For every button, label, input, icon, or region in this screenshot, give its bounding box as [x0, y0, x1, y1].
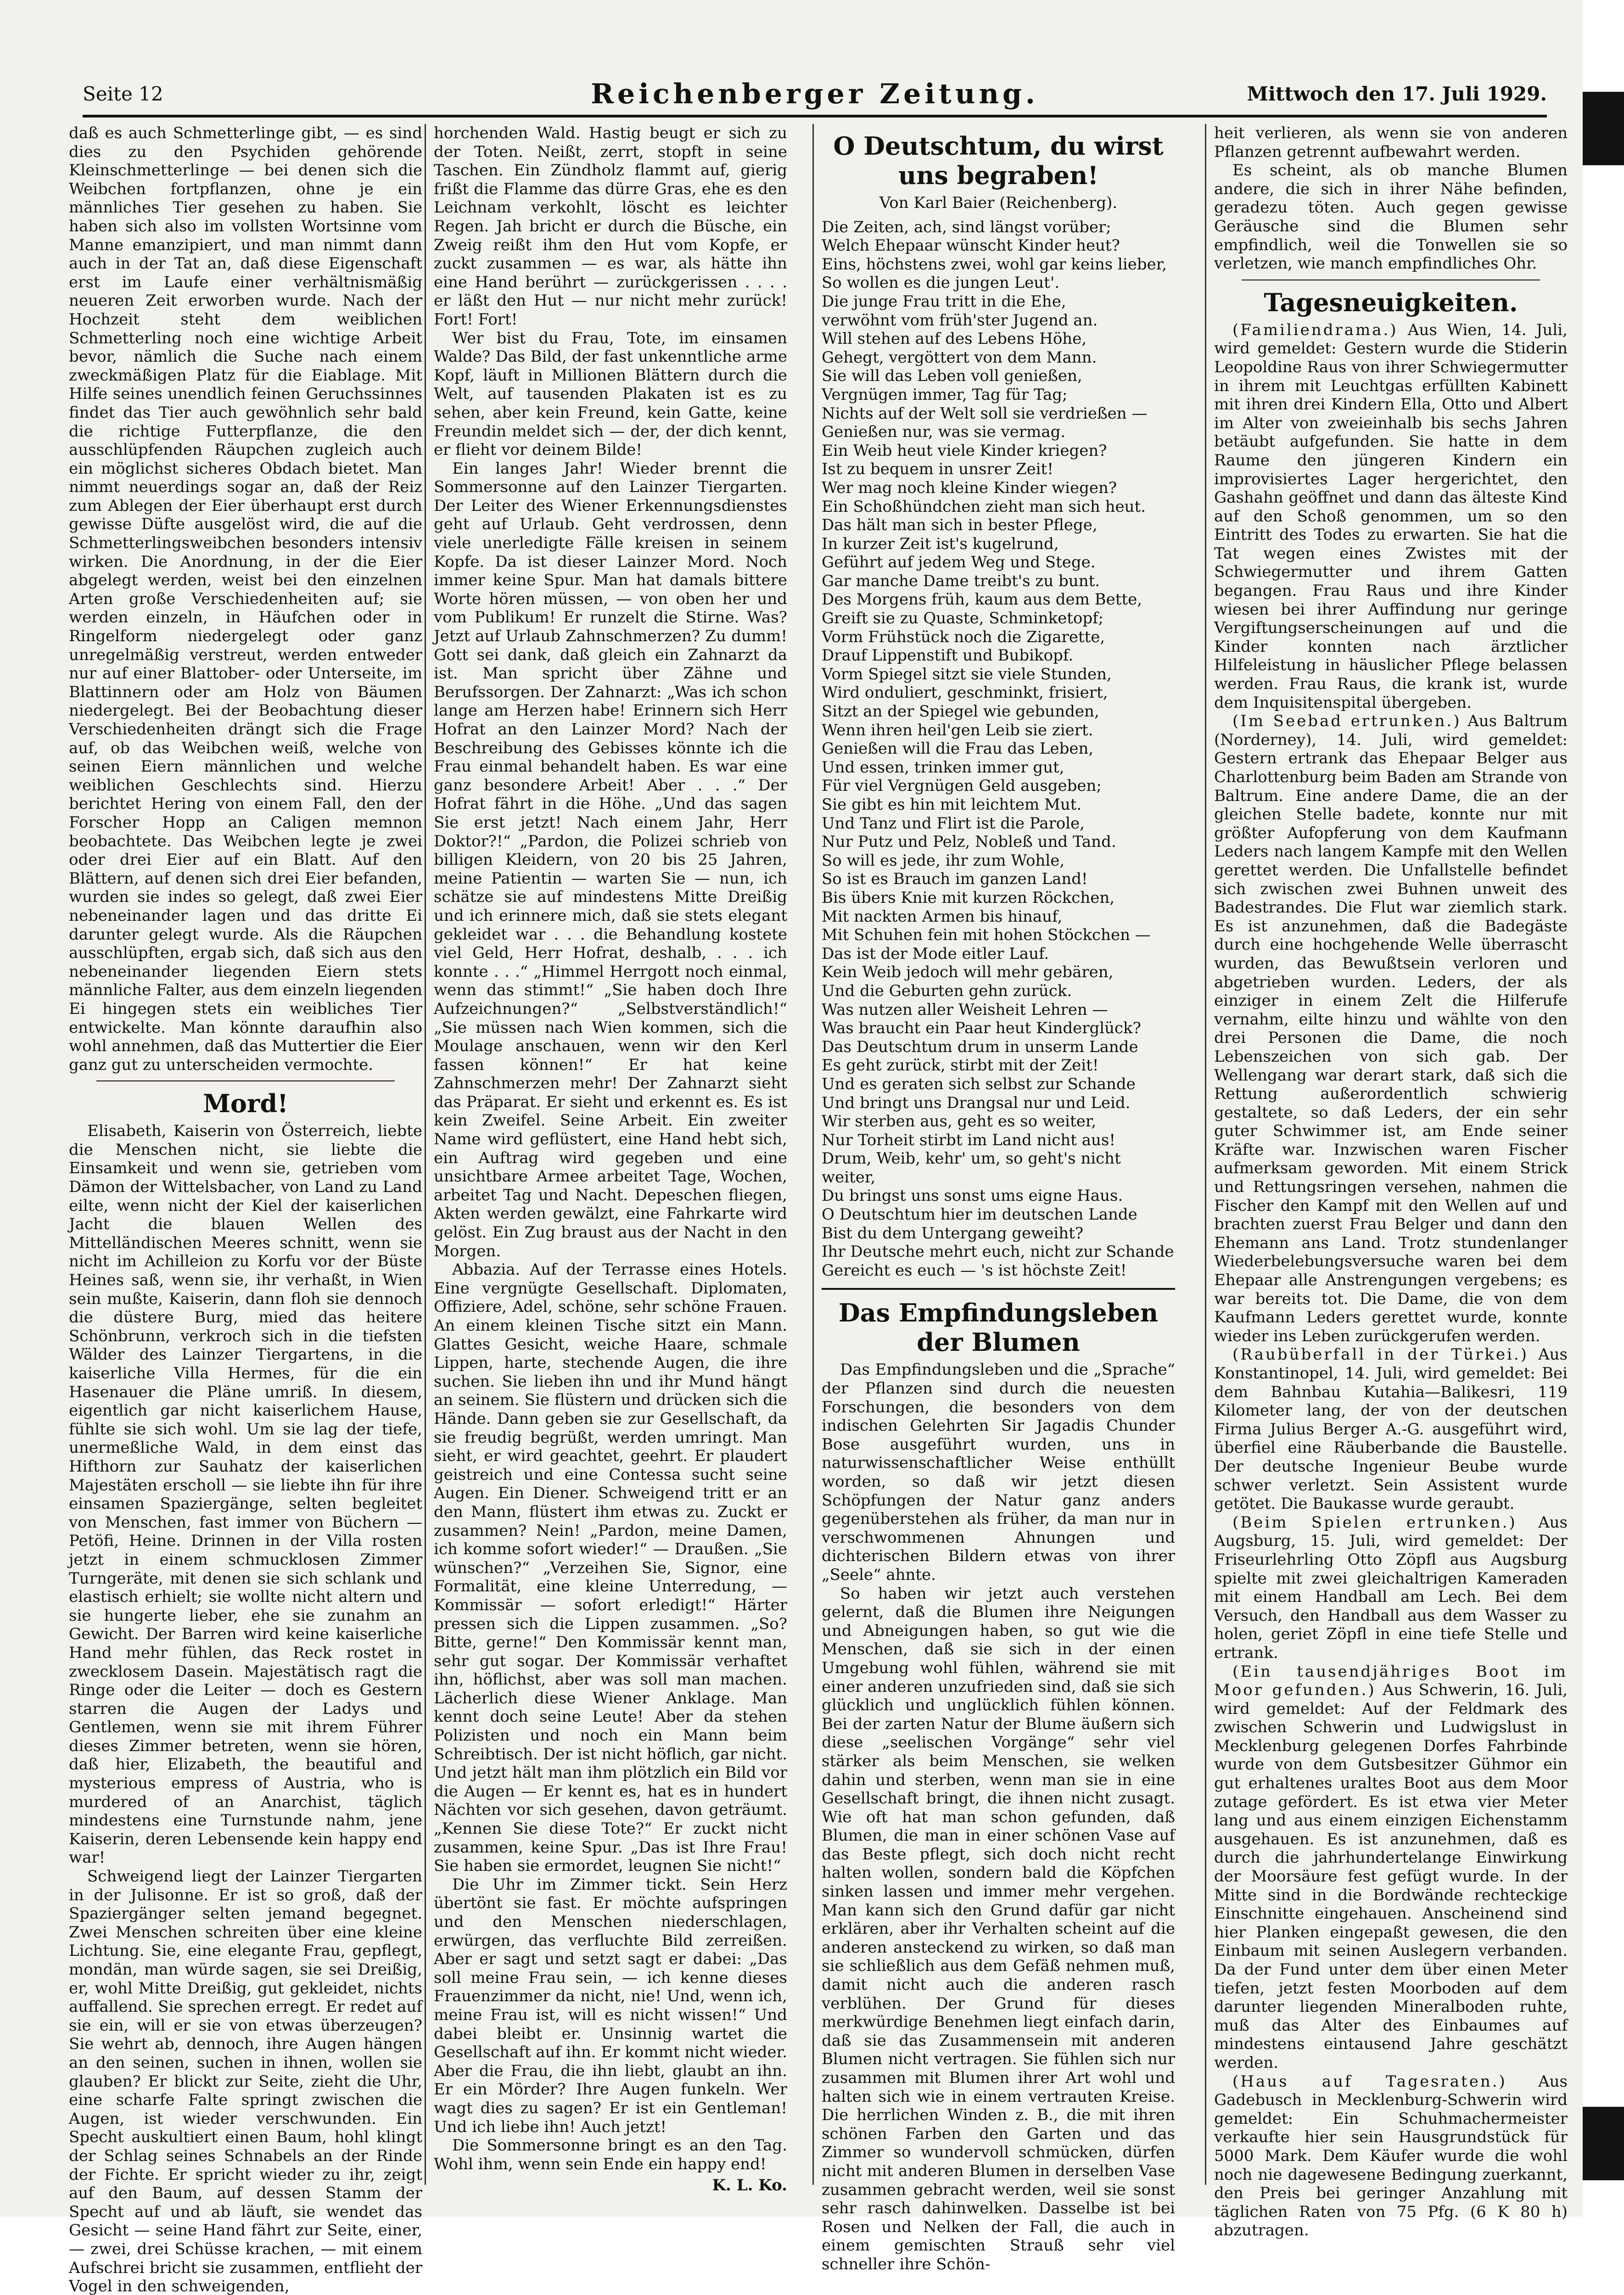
poem-line: Bist du dem Untergang geweiht?	[822, 1224, 1084, 1243]
mord-paragraph: Die Sommersonne bringt es an den Tag. Wohl ihm, wenn sein Ende ein happy end!	[434, 2136, 787, 2173]
news-item-lead: (Beim Spielen ertrunken.)	[1232, 1513, 1517, 1532]
mord-paragraph: Ein langes Jahr! Wieder brennt die Sommersonne auf den Lainzer Tiergarten. Der Leiter des Wiener Erkennungsdienstes geht auf Urlaub. Geht verdrossen, denn viele unerledigte Fälle kreisen in seinem Kopfe. Da ist dieser Lainzer Mord. Noch immer keine Spur. Man hat damals bittere Worte hören müssen, — von oben her und vom Publikum! Er runzelt die Stirne. Was? Jetzt auf Urlaub Zahnschmerzen? Zu dumm! Gott sei dank, daß gleich ein Zahnarzt da ist. Man spricht über Zähne und Berufssorgen. Der Zahnarzt: „Was ich schon lange am Herzen habe! Erinnern sich Herr Hofrat an den Lainzer Mord? Nach der Beschreibung des Gebisses könnte ich die Frau einmal behandelt haben. Es war eine ganz besondere Arbeit! Aber . . .“ Der Hofrat fährt in die Höhe. „Und das sagen Sie erst jetzt! Nach einem Jahr, Herr Doktor?!“ „Pardon, die Polizei schrieb von billigen Kleidern, von 20 bis 25 Jahren, meine Patientin — warten Sie — nun, ich schätze sie auf mindestens Mitte Dreißig und ich erinnere mich, daß sie stets elegant gekleidet war . . . die Behandlung kostete viel Geld, Herr Hofrat, deshalb, . . . ich konnte . . .“ „Himmel Herrgott noch einmal, wenn das stimmt!“ „Sie haben doch Ihre Aufzeichnungen?“ „Selbstverständlich!“ „Sie müssen nach Wien kommen, sich die Moulage anschauen, wenn wir den Kerl fassen können!“ Er hat keine Zahnschmerzen mehr! Der Zahnarzt sieht das Präparat. Er sieht und erkennt es. Es ist kein Zweifel. Seine Arbeit. Ein zweiter Name wird geflüstert, eine Hand hebt sich, ein Auftrag wird gegeben und eine unsichtbare Armee arbeitet Tage, Wochen, arbeitet Tag und Nacht. Depeschen fliegen, Akten werden gewälzt, eine Fahrkarte wird gelöst. Ein Zug braust aus der Nacht in den Morgen.	[434, 459, 787, 1260]
poem-line: Greift sie zu Quaste, Schminketopf;	[822, 609, 1104, 628]
poem-line: Wer mag noch kleine Kinder wiegen?	[822, 478, 1117, 497]
poem-line: Vergnügen immer, Tag für Tag;	[822, 385, 1068, 404]
column-2	[434, 124, 787, 2195]
poem-line: Gar manche Dame treibt's zu bunt.	[822, 571, 1100, 590]
news-item-lead: (Familiendrama.)	[1232, 320, 1398, 339]
poem-line: verwöhnt vom früh'ster Jugend an.	[822, 311, 1098, 330]
poem-line: Mit nackten Armen bis hinauf,	[822, 907, 1063, 926]
poem-line: Und es geraten sich selbst zur Schande	[822, 1075, 1136, 1093]
news-item-text: Aus Baltrum (Norderney), 14. Juli, wird gemeldet: Gestern ertrank das Ehepaar Belger aus Charlottenburg beim Baden am Strande von Baltrum. Eine andere Dame, die an der gleichen Stelle badete, konnte nur mit größter Aufopferung von dem Kaufmann Leders nach langem Kampfe mit den Wellen gerettet werden. Die Unfallstelle befindet sich zwischen zwei Buhnen unweit des Badestrandes. Die Flut war ziemlich stark. Es ist anzunehmen, daß die Badegäste durch eine hochgehende Welle überrascht wurden, das Bewußtsein verloren und abgetrieben wurden. Leders, der als einziger in einem Zelt die Hilferufe vernahm, eilte hinzu und wählte von den drei Personen die Dame, die noch Lebenszeichen von sich gab. Der Wellengang war derart stark, daß sich die Rettung außerordentlich schwierig gestaltete, so daß Leders, der ein sehr guter Schwimmer ist, am Ende seiner Kräfte war. Inzwischen waren Fischer aufmerksam geworden. Mit einem Strick und Rettungsringen versehen, nahmen die Fischer den Kampf mit den Wellen auf und brachten zuerst Frau Belger und dann den Ehemann ans Land. Trotz stundenlanger Wiederbelebungsversuche waren bei dem Ehepaar alle Anstrengungen vergebens; es war bereits tot. Die Dame, die von dem Kaufmann Leders gerettet wurde, konnte wieder ins Leben zurückgerufen werden.	[1214, 712, 1568, 1345]
poem-line: Und bringt uns Drangsal nur und Leid.	[822, 1093, 1131, 1112]
poem-line: Vorm Frühstück noch die Zigarette,	[822, 627, 1105, 646]
poem-line: Das Deutschtum drum in unserm Lande	[822, 1037, 1138, 1056]
poem-line: Des Morgens früh, kaum aus dem Bette,	[822, 590, 1142, 609]
poem-line: Geführt auf jedem Weg und Stege.	[822, 553, 1096, 572]
column-4	[1214, 124, 1568, 2240]
poem-line: Welch Ehepaar wünscht Kinder heut?	[822, 236, 1120, 255]
blumen-paragraph: So haben wir jetzt auch verstehen gelernt, daß die Blumen ihre Neigungen und Abneigungen haben, so gut wie die Menschen, daß sie sich in der einen Umgebung wohl fühlen, während sie mit einer anderen unzufrieden sind, daß sie sich glücklich und unglücklich fühlen können. Bei der zarten Natur der Blume äußern sich diese „seelischen Vorgänge“ sehr viel stärker als beim Menschen, sie welken dahin und sterben, wenn man sie in eine Gesellschaft bringt, die ihnen nicht zusagt. Wie oft hat man schon gefunden, daß Blumen, die man in einer schönen Vase auf das Beste pflegt, sich doch nicht recht halten wollen, sondern bald die Köpfchen sinken lassen und immer mehr vergehen. Man kann sich den Grund dafür gar nicht erklären, aber ihr Verhalten scheint auf die anderen ansteckend zu wirken, so daß man sie schließlich aus dem Gefäß nehmen muß, damit nicht auch die anderen rasch verblühen. Der Grund für dieses merkwürdige Benehmen liegt einfach darin, daß sie das Zusammensein mit anderen Blumen nicht vertragen. Sie fühlen sich nur zusammen mit Blumen ihrer Art wohl und halten sich wie in einem vertrauten Kreise. Die herrlichen Winden z. B., die mit ihren schönen Farben den Garten und das Zimmer so wundervoll schmücken, dürfen nicht mit anderen Blumen in derselben Vase zusammen gebracht werden, weil sie sonst sehr rasch dahinwelken. Dasselbe ist bei Rosen und Nelken der Fall, die auch in einem gemischten Strauß sehr viel schneller ihre Schön-	[822, 1584, 1175, 2273]
poem-line: Und Tanz und Flirt ist die Parole,	[822, 814, 1085, 833]
poem-line: Nichts auf der Welt soll sie verdrießen —	[822, 404, 1148, 423]
news-item	[1214, 1513, 1568, 1662]
news-item-text: Aus Augsburg, 15. Juli, wird gemeldet: Der Friseurlehrling Otto Zöpfl aus Augsburg spielte mit zwei gleichaltrigen Kameraden mit einem Handball am Lech. Bei dem Versuch, den Handball aus dem Wasser zu holen, geriet Zöpfl in eine tiefe Stelle und ertrank.	[1214, 1513, 1568, 1662]
mord-paragraph: Elisabeth, Kaiserin von Österreich, liebte die Menschen nicht, sie liebte die Einsamkeit und wenn sie, getrieben vom Dämon der Wittelsbacher, von Land zu Land eilte, wenn nicht der Kiel der kaiserlichen Jacht die blauen Wellen des Mittelländischen Meeres schnitt, wenn sie nicht im Achilleion zu Korfu vor der Büste Heines saß, wenn sie, ihr verhaßt, in Wien sein mußte, Kaiserin, dann floh sie dennoch die düstere Burg, mied das heitere Schönbrunn, verkroch sich in die tiefsten Wälder des Lainzer Tiergartens, in die kaiserliche Villa Hermes, für die ein Hasenauer die Pläne umriß. In diesem, eigentlich gar nicht kaiserlichem Hause, fühlte sie sich wohl. Um sie lag der tiefe, unermeßliche Wald, in dem einst das Hifthorn zur Sauhatz der kaiserlichen Majestäten erscholl — sie liebte ihn für ihre einsamen Spaziergänge, selten begleitet von Menschen, fast immer von Büchern — Petöfi, Heine. Drinnen in der Villa rosten jetzt in einem schmucklosen Zimmer Turngeräte, mit denen sie sich schlank und elastisch erhielt; sie wollte nicht altern und sie hungerte lieber, ehe sie zunahm an Gewicht. Der Barren wird keine kaiserliche Hand mehr fühlen, das Reck rostet in zwecklosem Dasein. Majestätisch ragt die Ringe oder die Leiter — doch es Gestern starren die Augen der Ladys und Gentlemen, wenn sie mit ihrem Führer dieses Zimmer betreten, wenn sie hören, daß hier, Elizabeth, the beautiful and mysterious empress of Austria, who is murdered of an Anarchist, täglich mindestens eine Turnstunde nahm, jene Kaiserin, deren Lebensende kein happy end war!	[69, 1122, 422, 1867]
page-number: Seite 12	[83, 83, 163, 105]
mord-heading: Mord!	[203, 1089, 288, 1119]
poem-line: Das hält man sich in bester Pflege,	[822, 516, 1098, 535]
column-3	[822, 124, 1175, 2273]
column-divider	[1205, 124, 1206, 2185]
separator	[96, 1080, 395, 1081]
news-item-lead: (Im Seebad ertrunken.)	[1232, 712, 1462, 731]
news-item	[1214, 2072, 1568, 2240]
poem-line: In kurzer Zeit ist's kugelrund,	[822, 534, 1059, 553]
poem-line: Nur Putz und Pelz, Nobleß und Tand.	[822, 833, 1116, 851]
poem-line: Wenn ihren heil'gen Leib sie ziert.	[822, 721, 1093, 739]
poem-line: So ist es Brauch im ganzen Land!	[822, 870, 1088, 889]
poem-body	[822, 218, 1175, 1280]
article-signature: K. L. Ko.	[712, 2176, 787, 2195]
poem-line: Eins, höchstens zwei, wohl gar keins lieber,	[822, 255, 1167, 274]
mord-paragraph: horchenden Wald. Hastig beugt er sich zu der Toten. Neißt, zerrt, stopft in seine Taschen. Ein Zündholz flammt auf, gierig frißt die Flamme das dürre Gras, ehe es den Leichnam verkohlt, löscht es leichter Regen. Jah bricht er durch die Büsche, ein Zweig reißt ihm den Hut vom Kopfe, er zuckt zusammen — es war, als hätte ihn eine Hand berührt — zurückgerissen . . . . er läßt den Hut — nur nicht mehr zurück! Fort! Fort!	[434, 124, 787, 329]
mord-paragraph: Wer bist du Frau, Tote, im einsamen Walde? Das Bild, der fast unkenntliche arme Kopf, läuft in Millionen Blättern durch die Welt, auf tausenden Plakaten ist es zu sehen, aber kein Freund, kein Gatte, keine Freundin meldet sich — der, der dich kennt, er flieht vor deinem Bilde!	[434, 329, 787, 459]
blumen-heading: Das Empfindungsleben der Blumen	[838, 1298, 1159, 1357]
edge-mark	[1583, 2107, 1624, 2180]
poem-heading: O Deutschtum, du wirst uns begraben!	[833, 131, 1164, 190]
poem-line: Drum, Weib, kehr' um, so geht's nicht weiter,	[822, 1149, 1121, 1187]
news-item-text: Aus Konstantinopel, 14. Juli, wird gemeldet: Bei dem Bahnbau Kutahia—Balikesri, 119 Kilometer lang, der von der deutschen Firma Julius Berger A.-G. ausgeführt wird, überfiel eine Räuberbande die Baustelle. Der deutsche Ingenieur Beube wurde schwer verletzt. Sein Assistent wurde getötet. Die Baukasse wurde geraubt.	[1214, 1345, 1568, 1513]
poem-line: Mit Schuhen fein mit hohen Stöckchen —	[822, 926, 1151, 945]
poem-line: Und die Geburten gehn zurück.	[822, 981, 1072, 1000]
poem-line: Genießen nur, was sie vermag.	[822, 423, 1066, 442]
poem-line: Wird onduliert, geschminkt, frisiert,	[822, 683, 1108, 702]
news-item	[1214, 321, 1568, 712]
poem-line: Die junge Frau tritt in die Ehe,	[822, 292, 1066, 311]
news-item-lead: (Ein tausendjähriges Boot im Moor gefunden.)	[1214, 1662, 1568, 1700]
poem-line: Gehegt, vergöttert von dem Mann.	[822, 348, 1097, 367]
poem-line: Sie gibt es hin mit leichtem Mut.	[822, 795, 1082, 814]
poem-line: Ein Weib heut viele Kinder kriegen?	[822, 441, 1107, 460]
poem-line: Kein Weib jedoch will mehr gebären,	[822, 963, 1114, 982]
news-item-lead: (Haus auf Tagesraten.)	[1232, 2072, 1507, 2091]
poem-line: Das ist der Mode eitler Lauf.	[822, 944, 1049, 963]
poem-line: O Deutschtum hier im deutschen Lande	[822, 1205, 1137, 1224]
poem-line: So wollen es die jungen Leut'.	[822, 274, 1060, 292]
column-divider	[812, 124, 814, 2185]
newspaper-title: Reichenberger Zeitung.	[591, 78, 1039, 110]
blumen-paragraph: Es scheint, als ob manche Blumen andere, die sich in ihrer Nähe befinden, geradezu töten. Auch gegen gewisse Geräusche sind die Blumen sehr empfindlich, weil die Tonwellen sie so verletzen, wie manch empfindliches Ohr.	[1214, 161, 1568, 273]
mord-paragraph: Abbazia. Auf der Terrasse eines Hotels. Eine vergnügte Gesellschaft. Diplomaten, Offiziere, Adel, schöne, sehr schöne Frauen. An einem kleinen Tische sitzt ein Mann. Glattes Gesicht, weiche Haare, schmale Lippen, harte, stechende Augen, die ihre suchen. Sie lieben ihn und ihr Mund hängt an seinem. Sie flüstern und drücken sich die Hände. Dann geben sie zur Gesellschaft, da sie freudig begrüßt, werden umringt. Man sieht, er wird geachtet, geehrt. Er plaudert geistreich und eine Contessa sucht seine Augen. Ein Diener. Schweigend tritt er an den Mann, flüstert ihm etwas zu. Zuckt er zusammen? Nein! „Pardon, meine Damen, ich komme sofort wieder!“ — Draußen. „Sie wünschen?“ „Verzeihen Sie, Signor, eine Formalität, eine kleine Unterredung, — Kommissär — sofort erledigt!“ Härter pressen sich die Lippen zusammen. „So? Bitte, gerne!“ Den Kommissär kennt man, sehr gut sogar. Der Kommissär verhaftet ihn, höflichst, aber was soll man machen. Lächerlich diese Wiener Anklage. Man kennt doch seine Leute! Aber da stehen Polizisten und noch ein Mann beim Schreibtisch. Der ist nicht höflich, gar nicht. Und jetzt hält man ihm plötzlich ein Bild vor die Augen — Er kennt es, hat es in hundert Nächten vor sich gesehen, davon geträumt. „Kennen Sie diese Tote?“ Er zuckt nicht zusammen, keine Spur. „Das ist Ihre Frau! Sie haben sie ermordet, leugnen Sie nicht!“	[434, 1260, 787, 1875]
poem-line: Ihr Deutsche mehrt euch, nicht zur Schande	[822, 1243, 1174, 1261]
poem-line: Und essen, trinken immer gut,	[822, 758, 1064, 777]
edge-mark	[1583, 92, 1624, 165]
poem-line: Es geht zurück, stirbt mit der Zeit!	[822, 1056, 1099, 1075]
masthead	[83, 78, 1547, 118]
poem-line: Ein Schoßhündchen zieht man sich heut.	[822, 497, 1146, 516]
poem-line: Drauf Lippenstift und Bubikopf.	[822, 646, 1074, 665]
page-edge	[1583, 0, 1624, 2217]
column-divider	[425, 124, 426, 2185]
news-item-text: Aus Schwerin, 16. Juli, wird gemeldet: Auf der Feldmark des zwischen Schwerin und Ludwigslust in Mecklenburg gelegenen Dorfes Fahrbinde wurde von dem Gutsbesitzer Gühmor ein gut erhaltenes uraltes Boot aus dem Moor zutage gefördert. Es ist etwa vier Meter lang und aus einem einzigen Eichenstamm ausgehauen. Es ist anzunehmen, daß es durch die jahrhundertelange Einwirkung der Moorsäure fest gefügt wurde. In der Mitte sind in die Bordwände rechteckige Einschnitte eingehauen. Anscheinend sind hier Planken eingepaßt gewesen, die den Einbaum mit seinen Auslegern verbanden. Da der Fund unter dem über einen Meter tiefen, jetzt festen Moorboden auf dem darunter liegenden Mineralboden ruhte, muß das Alter des Einbaumes auf mindestens eintausend Jahre geschätzt werden.	[1214, 1681, 1568, 2072]
poem-line: Sitzt an der Spiegel wie gebunden,	[822, 702, 1099, 721]
poem-line: Bis übers Knie mit kurzen Röckchen,	[822, 888, 1115, 907]
poem-line: Vorm Spiegel sitzt sie viele Stunden,	[822, 665, 1112, 683]
poem-byline: Von Karl Baier (Reichenberg).	[879, 194, 1118, 212]
news-list	[1214, 321, 1568, 2240]
poem-line: So will es jede, ihr zum Wohle,	[822, 851, 1065, 870]
poem-line: Du bringst uns sonst ums eigne Haus.	[822, 1187, 1123, 1205]
poem-line: Nur Torheit stirbt im Land nicht aus!	[822, 1131, 1116, 1149]
butterfly-article-continuation: daß es auch Schmetterlinge gibt, — es sind dies zu den Psychiden gehörende Kleinschmetterlinge — bei denen sich die Weibchen fortpflanzen, ohne je ein männliches Tier gesehen zu haben. Sie haben sich also im vollsten Wortsinne vom Manne emanzipiert, und man nimmt dann auch in der Tat an, daß diese Eigenschaft erst im Laufe einer verhältnismäßig neueren Zeit erworben wurde. Nach der Hochzeit steht dem weiblichen Schmetterling noch eine wichtige Arbeit bevor, nämlich die Suche nach einem zweckmäßigen Platz für die Eiablage. Mit Hilfe seines unendlich feinen Geruchssinnes findet das Tier auch gewöhnlich sehr bald die richtige Futterpflanze, die den ausschlüpfenden Räupchen zugleich auch ein möglichst sicheres Obdach bietet. Man nimmt neuerdings sogar an, daß der Reiz zum Ablegen der Eier überhaupt erst durch gewisse Düfte ausgelöst wird, die auf die Schmetterlingsweibchen besonders intensiv wirken. Die Anordnung, in der die Eier abgelegt werden, weist bei den einzelnen Arten große Verschiedenheiten auf; sie werden einzeln, in Häufchen oder in Ringelform niedergelegt oder ganz unregelmäßig verstreut, werden entweder nur auf einer Blattober- oder Unterseite, im Blattinnern oder am Holz von Bäumen niedergelegt. Bei der Beobachtung dieser Verschiedenheiten drängt sich die Frage auf, ob das Weibchen weiß, welche von seinen Eiern männlichen und welche weiblichen Geschlechts sind. Hierzu berichtet Hering von einem Fall, den der Forscher Hopp an Caligen memnon beobachtete. Das Weibchen legte je zwei oder drei Eier auf ein Blatt. Auf den Blättern, auf denen sich drei Eier befanden, wurden sie indes so gelegt, daß zwei Eier nebeneinander lagen und das dritte Ei darunter gelegt wurde. Als die Räupchen ausschlüpften, ergab sich, daß sich aus den nebeneinander liegenden Eiern stets männliche Falter, aus dem einzeln liegenden Ei hingegen stets ein weibliches Tier entwickelte. Man könnte daraufhin also wohl annehmen, daß das Muttertier die Eier ganz gut zu unterscheiden vermochte.	[69, 124, 422, 1074]
news-item	[1214, 712, 1568, 1345]
poem-line: Was nutzen aller Weisheit Lehren —	[822, 1000, 1108, 1019]
poem-line: Sie will das Leben voll genießen,	[822, 367, 1082, 386]
column-1	[69, 124, 422, 2295]
mord-paragraph: Die Uhr im Zimmer tickt. Sein Herz übertönt sie fast. Er möchte aufspringen und den Menschen niederschlagen, erwürgen, das verfluchte Bild zerreißen. Aber er sagt und setzt sagt er dabei: „Das soll meine Frau sein, — ich kenne dieses Frauenzimmer da nicht, nie! Und, wenn ich, meine Frau ist, will es nicht wissen!“ Und dabei bleibt er. Unsinnig wartet die Gesellschaft auf ihn. Er kommt nicht wieder. Aber die Frau, die ihn liebt, glaubt an ihn. Er ein Mörder? Ihre Augen funkeln. Wer wagt dies zu sagen? Er ist ein Gentleman! Und ich liebe ihn! Auch jetzt!	[434, 1875, 787, 2136]
issue-date: Mittwoch den 17. Juli 1929.	[1247, 83, 1547, 105]
mord-paragraph: Schweigend liegt der Lainzer Tiergarten in der Julisonne. Er ist so groß, daß der Spaziergänger selten jemand begegnet. Zwei Menschen schreiten über eine kleine Lichtung. Sie, eine elegante Frau, gepflegt, mondän, man würde sagen, sie sei Dreißig, er, wohl Mitte Dreißig, gut gekleidet, nichts auffallend. Sie sprechen erregt. Er redet auf sie ein, will er sie von etwas überzeugen? Sie wehrt ab, dennoch, ihre Augen hängen an den seinen, suchen in ihnen, wollen sie glauben? Er blickt zur Seite, zieht die Uhr, eine scharfe Falte springt zwischen die Augen, ist wieder verschwunden. Ein Specht auskultiert einen Baum, hohl klingt der Schlag seines Schnabels an der Rinde der Fichte. Er spricht wieder zu ihr, zeigt auf den Baum, auf dessen Stamm der Specht auf und ab läuft, sie wendet das Gesicht — seine Hand fährt zur Seite, einer, — zwei, drei Schüsse krachen, — mit einem Aufschrei bricht sie zusammen, entflieht der Vogel in den schweigenden,	[69, 1867, 422, 2295]
poem-line: Für viel Vergnügen Geld ausgeben;	[822, 777, 1102, 795]
news-item-text: Aus Gadebusch in Mecklenburg-Schwerin wird gemeldet: Ein Schuhmachermeister verkaufte hier sein Hausgrundstück für 5000 Mark. Dem Käufer wurde die wohl noch nie dagewesene Bedingung zuerkannt, den Preis bei geringer Anzahlung mit täglichen Raten von 75 Pfg. (6 K 80 h) abzutragen.	[1214, 2072, 1568, 2240]
news-heading: Tagesneuigkeiten.	[1264, 287, 1518, 317]
poem-line: Genießen will die Frau das Leben,	[822, 739, 1094, 758]
blumen-paragraph: heit verlieren, als wenn sie von anderen Pflanzen getrennt aufbewahrt werden.	[1214, 124, 1568, 161]
poem-line: Die Zeiten, ach, sind längst vorüber;	[822, 218, 1111, 236]
news-item-lead: (Raubüberfall in der Türkei.)	[1232, 1345, 1529, 1364]
poem-line: Ist zu bequem in unsrer Zeit!	[822, 460, 1053, 479]
poem-line: Will stehen auf des Lebens Höhe,	[822, 330, 1087, 348]
news-item	[1214, 1662, 1568, 2072]
blumen-paragraph: Das Empfindungsleben und die „Sprache“ der Pflanzen sind durch die neuesten Forschungen, die besonders von dem indischen Gelehrten Sir Jagadis Chunder Bose ausgeführt wurden, uns in naturwissenschaftlicher Weise enthüllt worden, so daß wir jetzt diesen Schöpfungen der Natur ganz anders gegenüberstehen als früher, da man nur in verschwommenen Ahnungen und dichterischen Bildern etwas von ihrer „Seele“ ahnte.	[822, 1360, 1175, 1584]
separator	[822, 1288, 1175, 1290]
news-item	[1214, 1345, 1568, 1513]
poem-line: Gereicht es euch — 's ist höchste Zeit!	[822, 1261, 1127, 1280]
poem-line: Was braucht ein Paar heut Kinderglück?	[822, 1019, 1141, 1038]
news-item-text: Aus Wien, 14. Juli, wird gemeldet: Gestern wurde die Stiderin Leopoldine Raus von ihrer Schwiegermutter in ihrem mit Leuchtgas erfüllten Kabinett mit ihren drei Kindern Ella, Otto und Albert im Alter von zweieinhalb bis sechs Jahren betäubt aufgefunden. Sie hatte in dem Raume den jüngeren Kindern ein improvisiertes Lager hergerichtet, den Gashahn geöffnet und dann das älteste Kind auf den Schoß genommen, um so den Eintritt des Todes zu erwarten. Sie hat die Tat wegen eines Zwistes mit der Schwiegermutter und ihrem Gatten begangen. Frau Raus und ihre Kinder wiesen bei ihrer Auffindung nur geringe Vergiftungserscheinungen auf und die Kinder konnten nach ärztlicher Hilfeleistung in häuslicher Pflege belassen werden. Frau Raus, die krank ist, wurde dem Inquisitenspital übergeben.	[1214, 320, 1568, 712]
poem-line: Wir sterben aus, geht es so weiter,	[822, 1112, 1097, 1131]
